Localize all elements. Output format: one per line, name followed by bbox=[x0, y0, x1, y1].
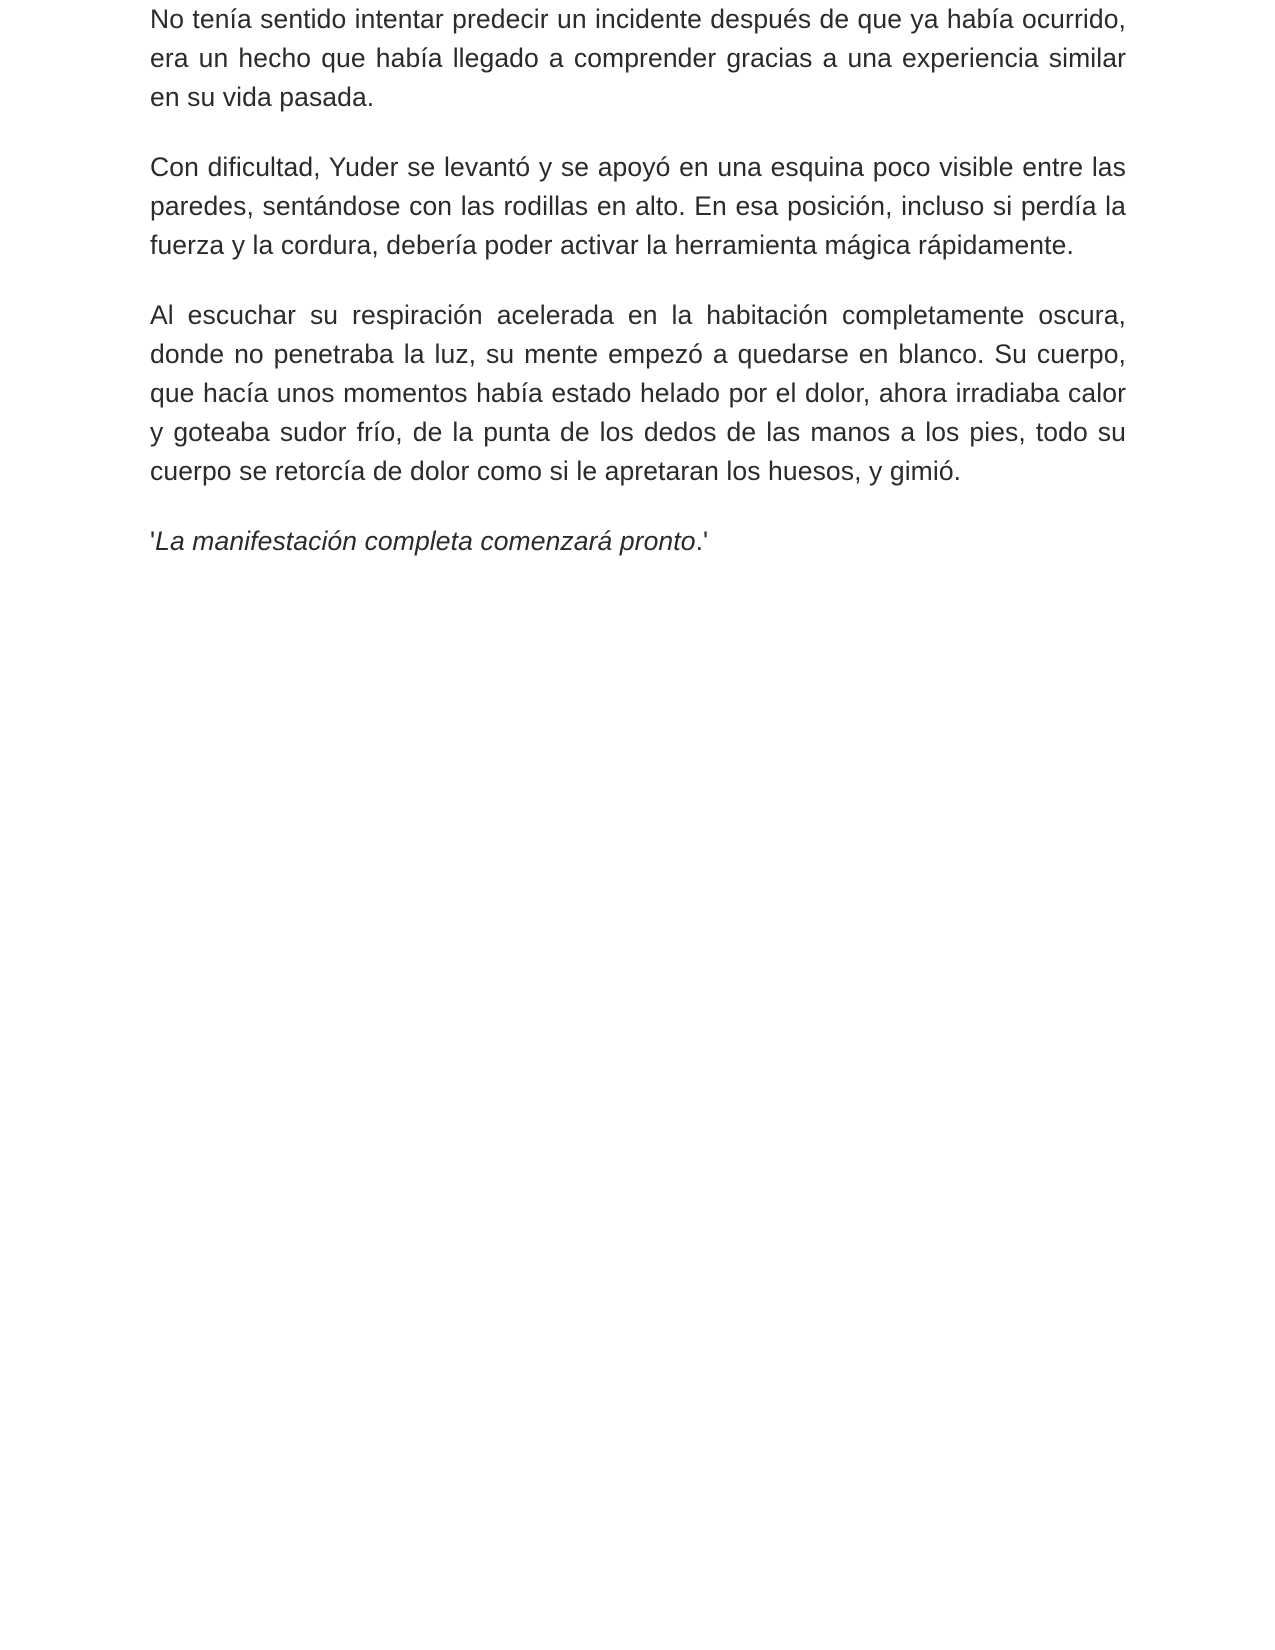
paragraph-2: Con dificultad, Yuder se levantó y se apoyó en una esquina poco visible entre las paredes, sentándose con las rodillas en alto. En esa posición, incluso si perdía la fuerza y la cordura, debería poder activar la herramienta mágica rápidamente. bbox=[150, 152, 1126, 260]
paragraph-3: Al escuchar su respiración acelerada en la habitación completamente oscura, donde no penetraba la luz, su mente empezó a quedarse en blanco. Su cuerpo, que hacía unos momentos había estado helado por el dolor, ahora irradiaba calor y goteaba sudor frío, de la punta de los dedos de las manos a los pies, todo su cuerpo se retorcía de dolor como si le apretaran los huesos, y gimió. bbox=[150, 300, 1126, 486]
thought-line bbox=[150, 522, 1126, 561]
paragraph-1: No tenía sentido intentar predecir un incidente después de que ya había ocurrido, era un hecho que había llegado a comprender gracias a una experiencia similar en su vida pasada. bbox=[150, 4, 1126, 112]
document-page bbox=[150, 0, 1126, 592]
thought-open-quote: ' bbox=[150, 526, 156, 556]
thought-close-quote: .' bbox=[695, 526, 709, 556]
thought-text: La manifestación completa comenzará pronto bbox=[155, 526, 696, 556]
